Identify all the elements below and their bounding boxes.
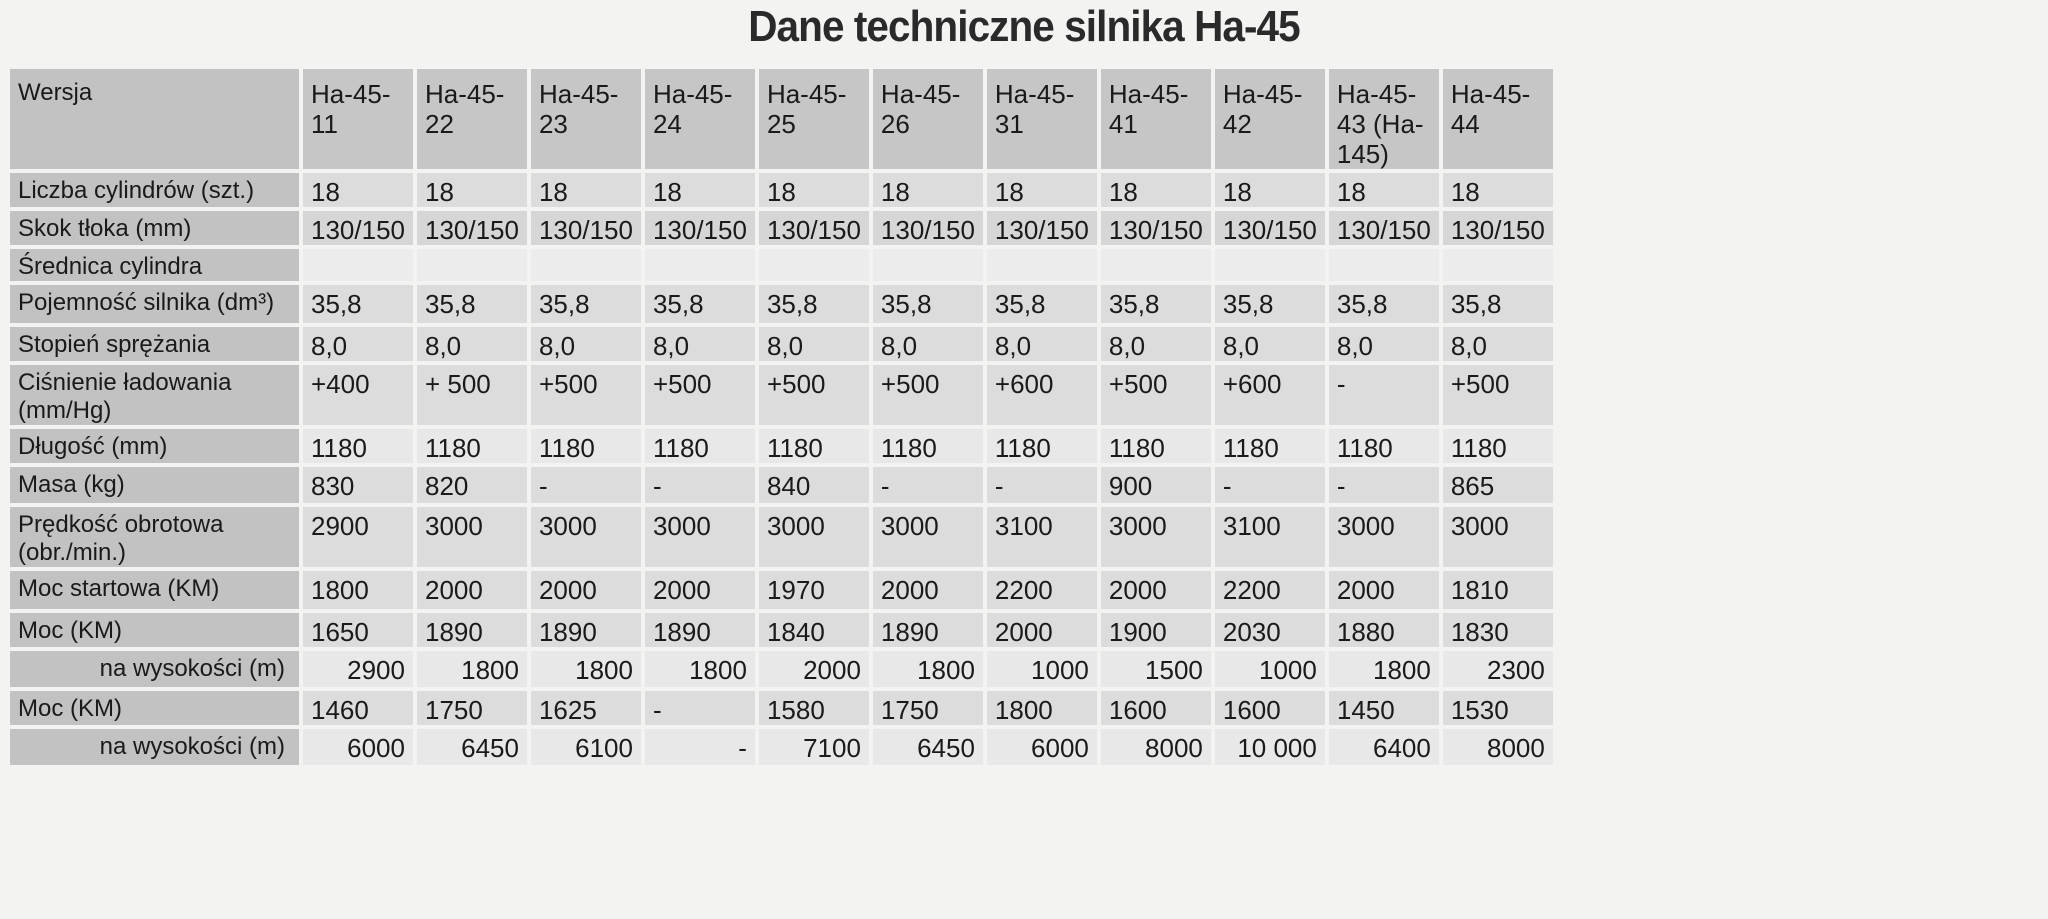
table-cell: 130/150 <box>1215 211 1325 245</box>
table-cell: 1180 <box>645 429 755 463</box>
table-cell: 35,8 <box>759 285 869 323</box>
table-cell: 1600 <box>1101 691 1211 725</box>
table-cell <box>759 249 869 281</box>
table-cell: 8,0 <box>1215 327 1325 361</box>
table-cell: 1600 <box>1215 691 1325 725</box>
table-cell: 8,0 <box>645 327 755 361</box>
table-cell: 8,0 <box>1443 327 1553 361</box>
row-label-cisnienie-ladowania-mm-hg: Ciśnienie ładowania (mm/Hg) <box>10 365 299 425</box>
table-cell: 35,8 <box>303 285 413 323</box>
table-row <box>10 729 1553 765</box>
table-cell: 18 <box>1215 173 1325 207</box>
version-header-ha-45-44: Ha-45-44 <box>1443 69 1553 169</box>
table-cell: +500 <box>531 365 641 425</box>
table-cell: 8000 <box>1101 729 1211 765</box>
table-cell: 18 <box>759 173 869 207</box>
table-cell: 8,0 <box>873 327 983 361</box>
table-cell: 3000 <box>1329 507 1439 567</box>
row-label-moc-km: Moc (KM) <box>10 613 299 647</box>
table-row <box>10 365 1553 425</box>
table-cell: 35,8 <box>417 285 527 323</box>
row-label-masa-kg: Masa (kg) <box>10 467 299 503</box>
table-row <box>10 285 1553 323</box>
table-cell: 130/150 <box>645 211 755 245</box>
table-cell: 1800 <box>873 651 983 687</box>
table-row <box>10 691 1553 725</box>
table-cell: 2900 <box>303 651 413 687</box>
table-cell: 130/150 <box>417 211 527 245</box>
table-cell: 3000 <box>1443 507 1553 567</box>
table-cell: 35,8 <box>1329 285 1439 323</box>
table-cell: - <box>987 467 1097 503</box>
version-header-ha-45-11: Ha-45-11 <box>303 69 413 169</box>
table-cell: 3000 <box>417 507 527 567</box>
table-cell: 1650 <box>303 613 413 647</box>
table-cell: 18 <box>645 173 755 207</box>
table-cell: 130/150 <box>1443 211 1553 245</box>
version-header-ha-45-41: Ha-45-41 <box>1101 69 1211 169</box>
table-cell: 8,0 <box>1329 327 1439 361</box>
version-header-ha-45-25: Ha-45-25 <box>759 69 869 169</box>
page-title: Dane techniczne silnika Ha-45 <box>748 2 1300 51</box>
table-cell: 18 <box>303 173 413 207</box>
table-cell: +400 <box>303 365 413 425</box>
row-label-stopien-sprezania: Stopień sprężania <box>10 327 299 361</box>
table-cell: 1800 <box>1329 651 1439 687</box>
table-cell: 35,8 <box>531 285 641 323</box>
table-cell: 2000 <box>759 651 869 687</box>
table-cell: 3100 <box>987 507 1097 567</box>
table-cell: 1180 <box>1329 429 1439 463</box>
table-cell: 1625 <box>531 691 641 725</box>
table-cell: - <box>1215 467 1325 503</box>
table-cell: 6000 <box>987 729 1097 765</box>
table-cell: - <box>645 729 755 765</box>
table-cell: 8,0 <box>1101 327 1211 361</box>
table-cell: 35,8 <box>1101 285 1211 323</box>
table-cell: 1460 <box>303 691 413 725</box>
table-row <box>10 507 1553 567</box>
table-cell: 1530 <box>1443 691 1553 725</box>
table-row <box>10 429 1553 463</box>
table-cell: 10 000 <box>1215 729 1325 765</box>
table-cell: 6000 <box>303 729 413 765</box>
table-cell: 3000 <box>531 507 641 567</box>
table-cell: 1180 <box>531 429 641 463</box>
version-header-ha-45-26: Ha-45-26 <box>873 69 983 169</box>
table-cell: - <box>531 467 641 503</box>
table-cell: 900 <box>1101 467 1211 503</box>
table-cell: 130/150 <box>1329 211 1439 245</box>
table-cell: 130/150 <box>987 211 1097 245</box>
table-cell: 1580 <box>759 691 869 725</box>
table-cell: 7100 <box>759 729 869 765</box>
table-cell <box>873 249 983 281</box>
version-header-ha-45-24: Ha-45-24 <box>645 69 755 169</box>
row-label-na-wysokosci-m: na wysokości (m) <box>10 651 299 687</box>
version-header-ha-45-22: Ha-45-22 <box>417 69 527 169</box>
table-cell: 1800 <box>417 651 527 687</box>
table-cell: 130/150 <box>873 211 983 245</box>
table-cell: 1000 <box>987 651 1097 687</box>
table-cell: 1800 <box>645 651 755 687</box>
table-row <box>10 211 1553 245</box>
table-cell <box>1443 249 1553 281</box>
table-cell: 3000 <box>759 507 869 567</box>
table-cell: + 500 <box>417 365 527 425</box>
table-cell: 1890 <box>531 613 641 647</box>
table-cell: 1830 <box>1443 613 1553 647</box>
table-cell: 1180 <box>1101 429 1211 463</box>
table-cell: 35,8 <box>873 285 983 323</box>
row-label-moc-km: Moc (KM) <box>10 691 299 725</box>
table-cell: 18 <box>1329 173 1439 207</box>
table-row <box>10 651 1553 687</box>
table-cell: 35,8 <box>1215 285 1325 323</box>
table-cell: 130/150 <box>303 211 413 245</box>
table-row <box>10 249 1553 281</box>
table-cell <box>987 249 1097 281</box>
table-cell: 35,8 <box>1443 285 1553 323</box>
table-cell: 2200 <box>1215 571 1325 609</box>
table-cell: 130/150 <box>759 211 869 245</box>
table-cell: 1750 <box>873 691 983 725</box>
table-cell: 2300 <box>1443 651 1553 687</box>
table-cell: 1500 <box>1101 651 1211 687</box>
table-cell: 830 <box>303 467 413 503</box>
table-cell: 820 <box>417 467 527 503</box>
table-cell: 6450 <box>873 729 983 765</box>
table-cell: +500 <box>759 365 869 425</box>
table-cell: 3100 <box>1215 507 1325 567</box>
table-cell: 8,0 <box>303 327 413 361</box>
table-cell: - <box>873 467 983 503</box>
table-cell: 1180 <box>759 429 869 463</box>
version-header-ha-45-31: Ha-45-31 <box>987 69 1097 169</box>
table-row <box>10 467 1553 503</box>
table-cell: +500 <box>873 365 983 425</box>
table-cell: 1890 <box>645 613 755 647</box>
table-row <box>10 571 1553 609</box>
table-row <box>10 327 1553 361</box>
table-cell <box>303 249 413 281</box>
table-cell: 8,0 <box>759 327 869 361</box>
table-cell: 1750 <box>417 691 527 725</box>
table-cell <box>1101 249 1211 281</box>
table-cell: - <box>645 691 755 725</box>
engine-spec-table <box>6 65 1557 769</box>
table-cell: 1180 <box>1215 429 1325 463</box>
table-cell: 35,8 <box>645 285 755 323</box>
table-cell: 2000 <box>645 571 755 609</box>
table-cell: 6100 <box>531 729 641 765</box>
table-cell: 1180 <box>303 429 413 463</box>
table-cell: - <box>645 467 755 503</box>
table-cell: - <box>1329 467 1439 503</box>
table-cell: 1180 <box>873 429 983 463</box>
table-cell: 1800 <box>987 691 1097 725</box>
table-cell: 18 <box>417 173 527 207</box>
version-header-ha-45-42: Ha-45-42 <box>1215 69 1325 169</box>
table-cell: 35,8 <box>987 285 1097 323</box>
table-cell: 2000 <box>531 571 641 609</box>
table-cell: +500 <box>1101 365 1211 425</box>
table-cell: 1180 <box>417 429 527 463</box>
table-cell: 1900 <box>1101 613 1211 647</box>
version-header-ha-45-43-ha-145: Ha-45-43 (Ha-145) <box>1329 69 1439 169</box>
row-label-na-wysokosci-m: na wysokości (m) <box>10 729 299 765</box>
table-cell: 2000 <box>1101 571 1211 609</box>
table-cell: 1810 <box>1443 571 1553 609</box>
table-cell: - <box>1329 365 1439 425</box>
table-cell: 8,0 <box>531 327 641 361</box>
table-cell <box>417 249 527 281</box>
table-cell: 18 <box>531 173 641 207</box>
table-cell: 130/150 <box>531 211 641 245</box>
table-cell: 2030 <box>1215 613 1325 647</box>
table-cell: 1180 <box>987 429 1097 463</box>
row-label-moc-startowa-km: Moc startowa (KM) <box>10 571 299 609</box>
table-cell: 2000 <box>417 571 527 609</box>
table-cell: 6450 <box>417 729 527 765</box>
row-label-pojemnosc-silnika-dm: Pojemność silnika (dm³) <box>10 285 299 323</box>
table-cell: 2200 <box>987 571 1097 609</box>
table-cell: 865 <box>1443 467 1553 503</box>
table-cell: 1450 <box>1329 691 1439 725</box>
version-header-ha-45-23: Ha-45-23 <box>531 69 641 169</box>
table-cell: 8,0 <box>417 327 527 361</box>
table-cell: 1890 <box>417 613 527 647</box>
table-cell: 1880 <box>1329 613 1439 647</box>
table-row <box>10 173 1553 207</box>
table-cell: 3000 <box>1101 507 1211 567</box>
table-cell: +600 <box>987 365 1097 425</box>
row-label-predkosc-obrotowa-obr-min: Prędkość obrotowa (obr./min.) <box>10 507 299 567</box>
table-row <box>10 613 1553 647</box>
table-cell: 1890 <box>873 613 983 647</box>
table-cell: 3000 <box>873 507 983 567</box>
row-label-dlugosc-mm: Długość (mm) <box>10 429 299 463</box>
table-cell: 6400 <box>1329 729 1439 765</box>
table-cell: 1000 <box>1215 651 1325 687</box>
table-cell: 840 <box>759 467 869 503</box>
table-cell: 8000 <box>1443 729 1553 765</box>
table-cell: 3000 <box>645 507 755 567</box>
table-cell: 18 <box>1101 173 1211 207</box>
table-cell: 2900 <box>303 507 413 567</box>
header-row <box>10 69 1553 169</box>
table-cell <box>645 249 755 281</box>
table-cell: 1840 <box>759 613 869 647</box>
table-cell: 1800 <box>531 651 641 687</box>
table-cell: 18 <box>987 173 1097 207</box>
table-cell: 18 <box>1443 173 1553 207</box>
table-cell <box>1329 249 1439 281</box>
table-cell: +500 <box>1443 365 1553 425</box>
table-cell: 2000 <box>987 613 1097 647</box>
table-cell: 1180 <box>1443 429 1553 463</box>
header-label: Wersja <box>10 69 299 169</box>
table-cell <box>531 249 641 281</box>
table-cell: 18 <box>873 173 983 207</box>
table-cell <box>1215 249 1325 281</box>
table-cell: 8,0 <box>987 327 1097 361</box>
row-label-srednica-cylindra: Średnica cylindra <box>10 249 299 281</box>
table-cell: +600 <box>1215 365 1325 425</box>
table-cell: 2000 <box>1329 571 1439 609</box>
row-label-skok-tloka-mm: Skok tłoka (mm) <box>10 211 299 245</box>
row-label-liczba-cylindrow-szt: Liczba cylindrów (szt.) <box>10 173 299 207</box>
table-cell: 130/150 <box>1101 211 1211 245</box>
table-cell: 1800 <box>303 571 413 609</box>
table-cell: 1970 <box>759 571 869 609</box>
table-cell: 2000 <box>873 571 983 609</box>
table-cell: +500 <box>645 365 755 425</box>
